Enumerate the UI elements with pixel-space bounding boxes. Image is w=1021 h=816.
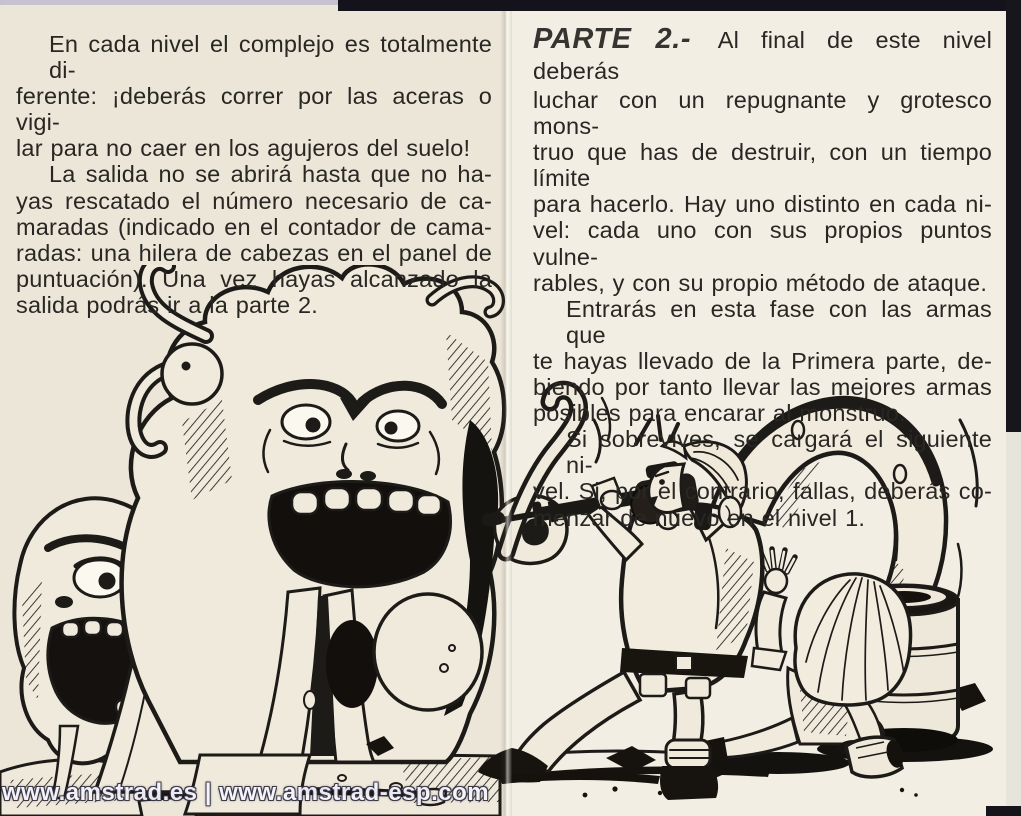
scan-edge-bottom-right bbox=[986, 806, 1021, 816]
text-line: vel. Si, por el contrario, fallas, deberás co- bbox=[533, 478, 992, 505]
text-line: yas rescatado el número necesario de ca- bbox=[16, 187, 492, 214]
text-line: te hayas llevado de la Primera parte, de- bbox=[533, 347, 992, 374]
parte-2-heading: PARTE 2.- bbox=[533, 23, 692, 55]
text-line: puntuación). Una vez hayas alcanzado la bbox=[16, 265, 492, 292]
text-line: Entrarás en esta fase con las armas que bbox=[566, 295, 992, 348]
raised-hand bbox=[761, 549, 795, 593]
text-line: ferente: ¡deberás correr por las aceras o vigi- bbox=[16, 83, 492, 136]
scan-edge-right-lower bbox=[1006, 432, 1021, 816]
text-line-rest: Al final de este nivel deberás bbox=[533, 27, 992, 84]
text-line: lar para no caer en los agujeros del suelo! bbox=[16, 135, 471, 162]
text-line: vel: cada uno con sus propios puntos vulne- bbox=[533, 217, 992, 270]
text-line: rables, y con su propio método de ataque. bbox=[533, 269, 988, 296]
text-line: menzar de nuevo en el nivel 1. bbox=[533, 504, 866, 531]
text-line: luchar con un repugnante y grotesco mons- bbox=[533, 87, 992, 140]
text-line: maradas (indicado en el contador de cama- bbox=[16, 213, 492, 240]
text-line: La salida no se abrirá hasta que no ha- bbox=[49, 161, 492, 188]
scan-edge-right bbox=[1006, 0, 1021, 432]
text-line: salida podrás ir a la parte 2. bbox=[16, 291, 318, 318]
scan-edge-top-left bbox=[0, 0, 345, 5]
text-line: En cada nivel el complejo es totalmente di- bbox=[49, 31, 492, 84]
text-line: posibles para encarar al monstruo. bbox=[533, 400, 906, 427]
left-page-text bbox=[16, 31, 492, 318]
text-line bbox=[533, 24, 992, 87]
text-line: radas: una hilera de cabezas en el panel de bbox=[16, 239, 492, 266]
scan-edge-top bbox=[338, 0, 1008, 11]
text-line: Si sobrevives, se cargará el siguiente ni- bbox=[566, 426, 992, 479]
blob-monster bbox=[95, 265, 504, 814]
watermark-text: www.amstrad.es | www.amstrad-esp.com bbox=[2, 779, 490, 806]
right-page-text bbox=[533, 24, 992, 531]
text-line: para hacerlo. Hay uno distinto en cada ni- bbox=[533, 191, 992, 218]
text-line: truo que has de destruir, con un tiempo límite bbox=[533, 139, 992, 192]
text-line: biendo por tanto llevar las mejores armas bbox=[533, 374, 992, 401]
